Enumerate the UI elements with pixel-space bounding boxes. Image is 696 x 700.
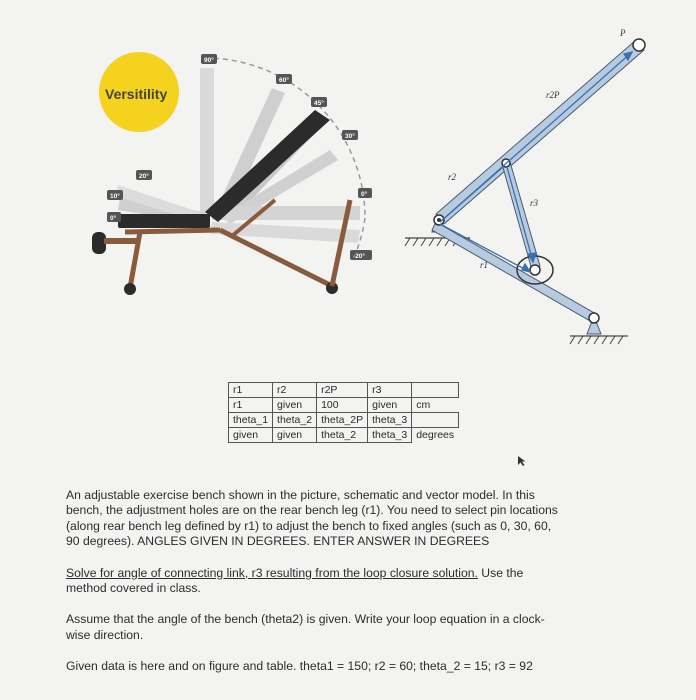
table-unit-cell: cm: [416, 399, 431, 411]
table-cell: 100: [317, 398, 368, 413]
angle-tag: 0°: [361, 191, 368, 198]
table-cell: r3: [368, 383, 412, 398]
problem-statement: [66, 488, 566, 691]
table-cell: given: [273, 398, 317, 413]
vector-label-r2: r2: [448, 172, 457, 182]
problem-intro: An adjustable exercise bench shown in the picture, schematic and vector model. In this bench, the adjustment holes are on the rear bench leg (r1). You need to select pin locations (along rear bench leg defined by r1) to adjust the bench to fixed angles (such as 0, 30, 60, 90 degrees). ANGLES GIVEN IN DEGREES. ENTER ANSWER IN DEGREES: [66, 488, 558, 549]
table-cell: theta_3: [368, 413, 412, 428]
vector-label-r2p: r2P: [546, 90, 560, 100]
table-cell: theta_2: [317, 428, 368, 443]
table-cell: r1: [229, 398, 273, 413]
vector-label-r3: r3: [530, 198, 539, 208]
table-cell: r2: [273, 383, 317, 398]
task-underlined: Solve for angle of connecting link, r3 resulting from the loop closure solution.: [66, 565, 478, 580]
table-cell: given: [273, 428, 317, 443]
table-cell: theta_2P: [317, 413, 368, 428]
angle-tag: 0°: [110, 215, 117, 222]
problem-task: [66, 566, 566, 597]
table-row: [229, 413, 459, 428]
angle-tag: 90°: [204, 57, 214, 64]
vector-label-p: P: [620, 28, 626, 38]
table-cell: theta_3: [368, 428, 412, 443]
table-row: [229, 398, 459, 413]
table-row: [229, 383, 459, 398]
table-cell: theta_1: [229, 413, 273, 428]
table-cell: r1: [229, 383, 273, 398]
table-cell: [412, 383, 458, 398]
angle-tag: 10°: [110, 193, 120, 200]
angle-tag: 45°: [314, 100, 324, 107]
task-rest: Use the method covered in class.: [66, 565, 524, 596]
bench-illustration: [92, 52, 372, 295]
table-cell: given: [229, 428, 273, 443]
logo-text: Versitility: [105, 86, 168, 102]
table-cell: given: [368, 398, 412, 413]
table-cell: theta_2: [273, 413, 317, 428]
angle-tag: 20°: [139, 173, 149, 180]
linkage-schematic: [405, 28, 645, 344]
given-data-table: [228, 382, 459, 443]
angle-tag: 60°: [279, 77, 289, 84]
angle-tag: -20°: [353, 253, 365, 260]
table-unit-cell: degrees: [416, 429, 455, 442]
angle-tag: 30°: [345, 133, 355, 140]
problem-given: Given data is here and on figure and table. theta1 = 150; r2 = 60; theta_2 = 15; r3 = 92: [66, 659, 533, 674]
table-cell: [412, 413, 458, 428]
problem-assumption: Assume that the angle of the bench (theta2) is given. Write your loop equation in a clock-wise direction.: [66, 612, 545, 642]
vector-label-r1: r1: [480, 260, 489, 270]
table-row: [229, 428, 459, 443]
table-cell: r2P: [317, 383, 368, 398]
mouse-cursor-icon: [517, 455, 527, 467]
